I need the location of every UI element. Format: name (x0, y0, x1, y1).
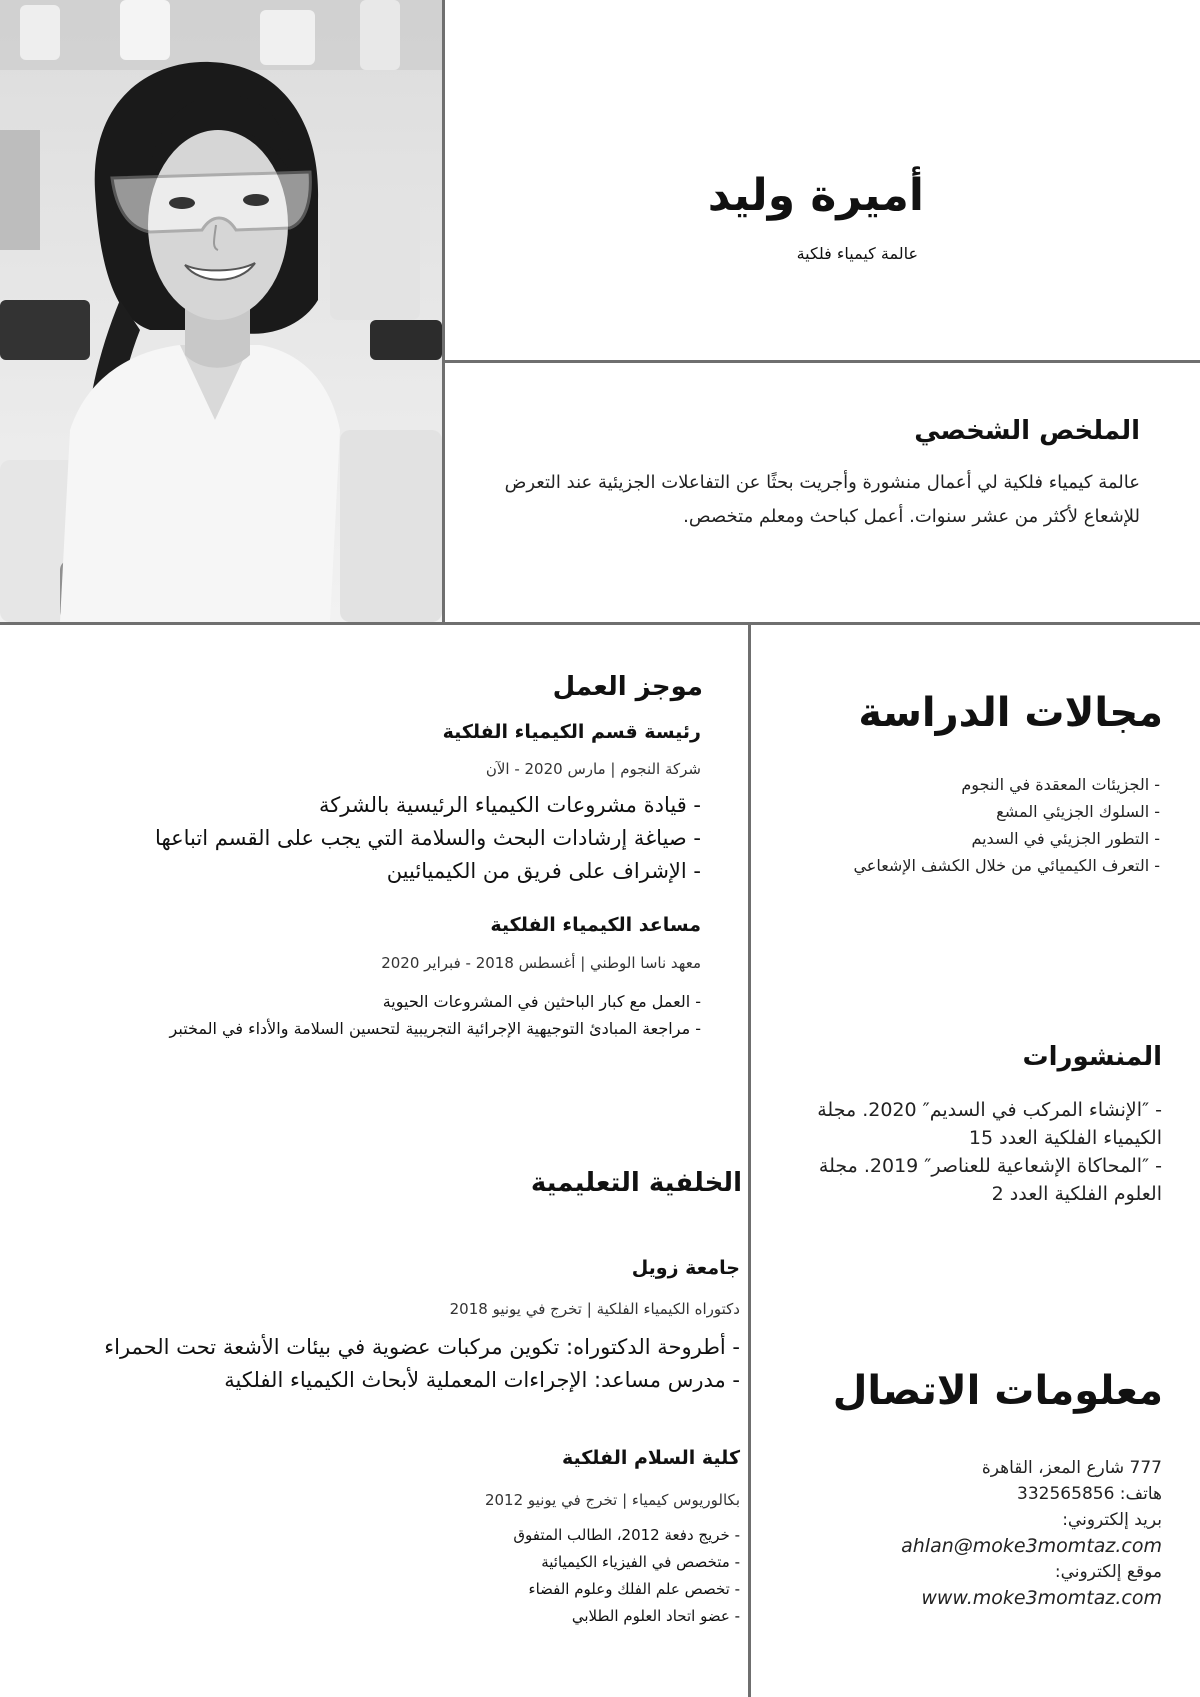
list-item: - ″المحاكاة الإشعاعية للعناصر″ 2019. مجلة العلوم الفلكية العدد 2 (818, 1155, 1162, 1205)
top-section-divider (0, 622, 1200, 625)
column-divider (748, 624, 751, 1697)
publications-heading: المنشورات (1022, 1042, 1162, 1072)
profile-photo (0, 0, 442, 622)
list-item: - ″الإنشاء المركب في السديم″ 2020. مجلة الكيمياء الفلكية العدد 15 (817, 1099, 1162, 1149)
summary-heading: الملخص الشخصي (914, 416, 1140, 446)
contact-email-link[interactable]: ahlan@moke3momtaz.com (901, 1535, 1162, 1557)
job-meta-1: شركة النجوم | مارس 2020 - الآن (485, 760, 701, 778)
list-item: - مدرس مساعد: الإجراءات المعملية لأبحاث الكيمياء الفلكية (224, 1368, 740, 1392)
school-name-2: كلية السلام الفلكية (561, 1447, 740, 1469)
list-item: - أطروحة الدكتوراه: تكوين مركبات عضوية في بيئات الأشعة تحت الحمراء (104, 1335, 740, 1359)
list-item: - خريج دفعة 2012، الطالب المتفوق (513, 1526, 740, 1544)
list-item: - التعرف الكيميائي من خلال الكشف الإشعاعي (853, 856, 1160, 875)
list-item: - تخصص علم الفلك وعلوم الفضاء (528, 1580, 740, 1598)
publications-list (792, 1096, 1162, 1208)
list-item: - التطور الجزيئي في السديم (971, 829, 1160, 848)
person-name: أميرة وليد (707, 170, 924, 221)
list-item: - مراجعة المبادئ التوجيهية الإجرائية التجريبية لتحسين السلامة والأداء في المختبر (169, 1019, 701, 1038)
header-bottom-divider (442, 360, 1200, 363)
contact-address: 777 شارع المعز، القاهرة (981, 1458, 1162, 1478)
summary-text: عالمة كيمياء فلكية لي أعمال منشورة وأجريت بحثًا عن التفاعلات الجزيئية عند التعرض للإشعاع لأكثر من عشر سنوات. أعمل كباحث ومعلم متخصص. (504, 472, 1140, 527)
job-title-2: مساعد الكيمياء الفلكية (490, 914, 701, 936)
list-item: - السلوك الجزيئي المشع (996, 802, 1160, 821)
list-item: - صياغة إرشادات البحث والسلامة التي يجب على القسم اتباعها (155, 826, 701, 850)
school-items-2 (140, 1522, 740, 1630)
contact-phone: هاتف: 332565856 (1017, 1484, 1162, 1504)
person-role: عالمة كيمياء فلكية (796, 244, 918, 263)
school-meta-1: دكتوراه الكيمياء الفلكية | تخرج في يونيو 2018 (449, 1300, 740, 1318)
job-duties-2 (41, 988, 701, 1042)
school-meta-2: بكالوريوس كيمياء | تخرج في يونيو 2012 (484, 1491, 740, 1509)
school-items-1 (60, 1331, 740, 1397)
contact-block (762, 1455, 1162, 1611)
job-duties-1 (61, 789, 701, 888)
school-name-1: جامعة زويل (631, 1257, 740, 1279)
list-item: - العمل مع كبار الباحثين في المشروعات الحيوية (382, 992, 701, 1011)
list-item: - الجزيئات المعقدة في النجوم (961, 775, 1160, 794)
contact-email-label: بريد إلكتروني: (1062, 1510, 1162, 1530)
contact-site-label: موقع إلكتروني: (1054, 1562, 1162, 1582)
contact-website-link[interactable]: www.moke3momtaz.com (921, 1587, 1162, 1609)
list-item: - متخصص في الفيزياء الكيميائية (541, 1553, 740, 1571)
photo-right-border (442, 0, 445, 624)
job-meta-2: معهد ناسا الوطني | أغسطس 2018 - فبراير 2020 (381, 954, 701, 972)
contact-heading: معلومات الاتصال (832, 1368, 1163, 1414)
education-heading: الخلفية التعليمية (530, 1168, 742, 1198)
fields-heading: مجالات الدراسة (858, 690, 1163, 736)
job-title-1: رئيسة قسم الكيمياء الفلكية (442, 721, 701, 743)
fields-list (760, 771, 1160, 879)
list-item: - قيادة مشروعات الكيمياء الرئيسية بالشركة (319, 793, 701, 817)
work-heading: موجز العمل (552, 672, 703, 702)
list-item: - الإشراف على فريق من الكيميائيين (386, 859, 701, 883)
list-item: - عضو اتحاد العلوم الطلابي (571, 1607, 740, 1625)
